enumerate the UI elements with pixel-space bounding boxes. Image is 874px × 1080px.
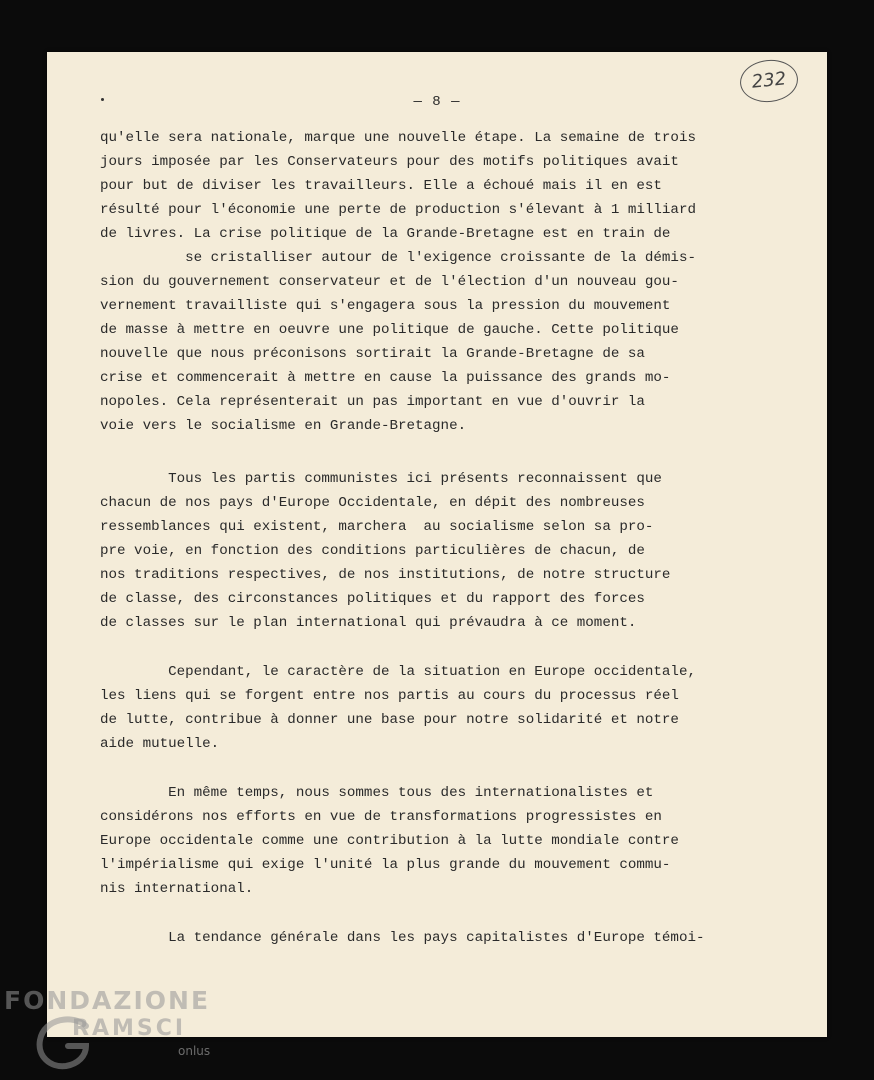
text-line: crise et commencerait à mettre en cause la puissance des grands mo-	[100, 370, 671, 386]
paragraph-3	[100, 660, 696, 756]
document-page	[47, 52, 827, 1037]
text-line: nouvelle que nous préconisons sortirait la Grande-Bretagne de sa	[100, 346, 645, 362]
text-line: nos traditions respectives, de nos institutions, de notre structure	[100, 567, 671, 583]
fondazione-gramsci-watermark	[4, 986, 234, 1076]
text-line: jours imposée par les Conservateurs pour des motifs politiques avait	[100, 154, 679, 170]
paragraph-5	[100, 926, 705, 950]
text-line: considérons nos efforts en vue de transformations progressistes en	[100, 809, 662, 825]
text-line: qu'elle sera nationale, marque une nouvelle étape. La semaine de trois	[100, 130, 696, 146]
archive-stamp-number: 232	[738, 57, 800, 105]
paragraph-2	[100, 467, 670, 635]
text-line: résulté pour l'économie une perte de production s'élevant à 1 milliard	[100, 202, 696, 218]
page-number: — 8 —	[413, 94, 461, 110]
text-line: Europe occidentale comme une contribution à la lutte mondiale contre	[100, 833, 679, 849]
text-line: de masse à mettre en oeuvre une politique de gauche. Cette politique	[100, 322, 679, 338]
text-line: aide mutuelle.	[100, 736, 220, 752]
watermark-line-2: RAMSCI	[72, 1016, 187, 1041]
text-line: pour but de diviser les travailleurs. Elle a échoué mais il en est	[100, 178, 662, 194]
text-line: En même temps, nous sommes tous des internationalistes et	[100, 785, 654, 801]
text-line: de classe, des circonstances politiques et du rapport des forces	[100, 591, 645, 607]
text-line: voie vers le socialisme en Grande-Bretagne.	[100, 418, 467, 434]
text-line: l'impérialisme qui exige l'unité la plus grande du mouvement commu-	[100, 857, 671, 873]
text-line: sion du gouvernement conservateur et de l'élection d'un nouveau gou-	[100, 274, 679, 290]
text-line: se cristalliser autour de l'exigence croissante de la démis-	[100, 250, 696, 266]
text-line: Cependant, le caractère de la situation en Europe occidentale,	[100, 664, 696, 680]
text-line: nis international.	[100, 881, 254, 897]
text-line: La tendance générale dans les pays capitalistes d'Europe témoi-	[100, 930, 705, 946]
text-line: de lutte, contribue à donner une base pour notre solidarité et notre	[100, 712, 679, 728]
text-line: de livres. La crise politique de la Grande-Bretagne est en train de	[100, 226, 671, 242]
text-line: nopoles. Cela représenterait un pas important en vue d'ouvrir la	[100, 394, 645, 410]
watermark-suffix: onlus	[178, 1044, 211, 1058]
text-line: vernement travailliste qui s'engagera sous la pression du mouvement	[100, 298, 671, 314]
paragraph-1	[100, 126, 696, 438]
text-line: Tous les partis communistes ici présents reconnaissent que	[100, 471, 662, 487]
text-line: chacun de nos pays d'Europe Occidentale, en dépit des nombreuses	[100, 495, 645, 511]
text-line: de classes sur le plan international qui prévaudra à ce moment.	[100, 615, 637, 631]
paragraph-4	[100, 781, 679, 901]
text-line: ressemblances qui existent, marchera au socialisme selon sa pro-	[100, 519, 654, 535]
text-line: pre voie, en fonction des conditions particulières de chacun, de	[100, 543, 645, 559]
watermark-line-1: FONDAZIONE	[4, 986, 211, 1015]
text-line: les liens qui se forgent entre nos partis au cours du processus réel	[100, 688, 679, 704]
